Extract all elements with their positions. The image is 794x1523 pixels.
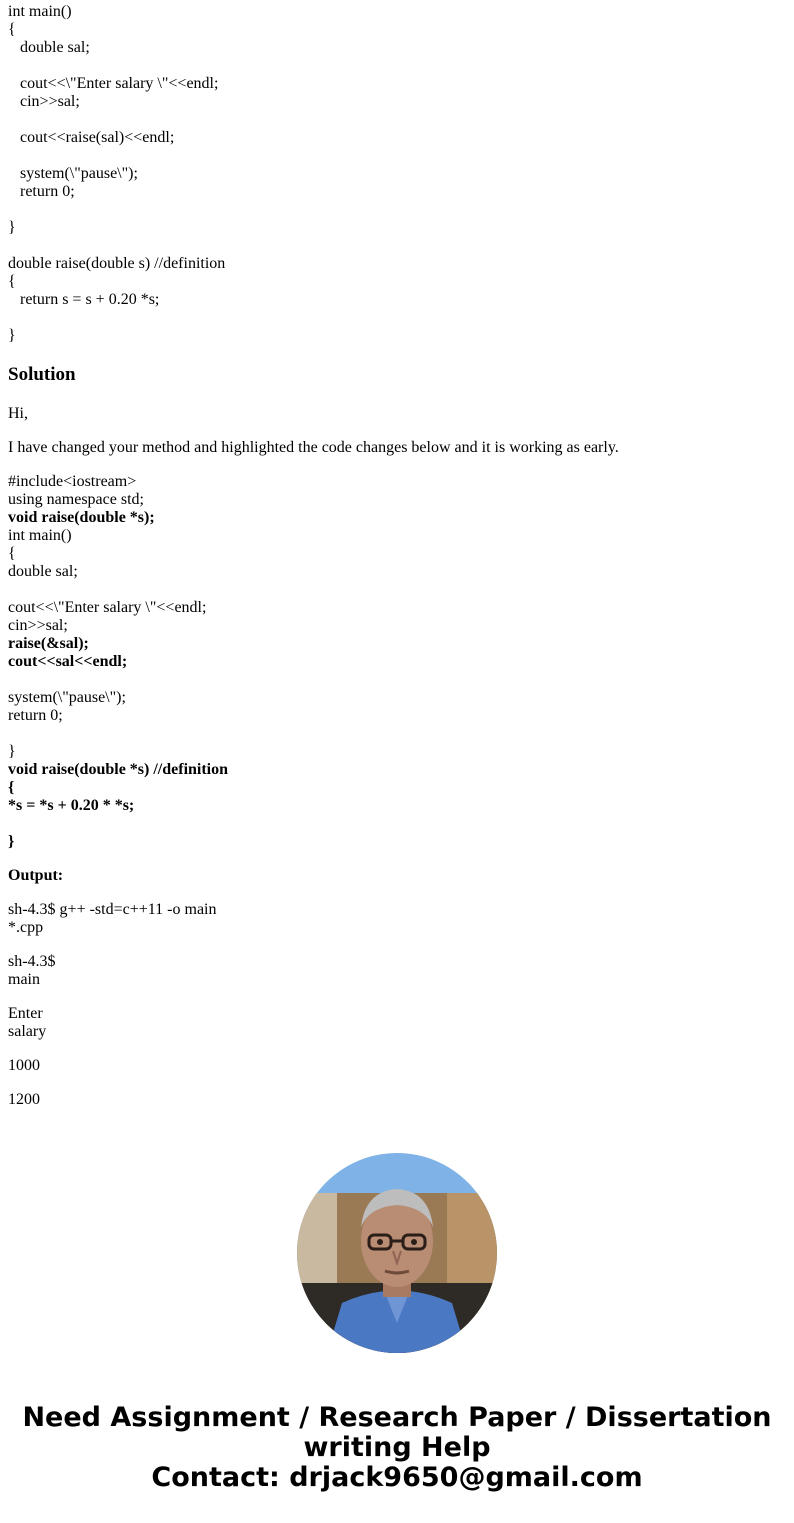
solution-code-line: cout<<sal<<endl; <box>8 653 128 670</box>
solution-code-line: void raise(double *s); <box>8 509 155 526</box>
question-code-line: cout<<\"Enter salary \"<<endl; <box>20 75 219 92</box>
output-block <box>8 901 786 937</box>
question-code-line: } <box>8 219 16 236</box>
question-code-line: return 0; <box>20 183 75 200</box>
promo-contact: Contact: drjack9650@gmail.com <box>151 1462 643 1493</box>
solution-code-line: cout<<\"Enter salary \"<<endl; <box>8 599 207 616</box>
avatar-photo <box>297 1153 497 1353</box>
solution-code-line: { <box>8 545 16 562</box>
solution-code-line: } <box>8 833 15 850</box>
output-line: *.cpp <box>8 919 44 936</box>
output-line: main <box>8 971 40 988</box>
output-line: 1000 <box>8 1057 40 1074</box>
solution-code-line: { <box>8 779 15 796</box>
solution-code-line: } <box>8 743 16 760</box>
question-code-line <box>8 147 786 165</box>
solution-code-line: #include<iostream> <box>8 473 137 490</box>
solution-code-line <box>8 725 786 743</box>
output-block <box>8 1005 786 1041</box>
solution-code-line: int main() <box>8 527 72 544</box>
solution-heading: Solution <box>8 364 76 385</box>
promo-line-1: Need Assignment / Research Paper / Dissertation <box>22 1402 772 1433</box>
output-block <box>8 953 786 989</box>
solution-greeting: Hi, <box>8 405 28 422</box>
question-code-line: int main() <box>8 3 72 20</box>
solution-code-line <box>8 671 786 689</box>
output-label: Output: <box>8 867 64 884</box>
solution-code-line: void raise(double *s) //definition <box>8 761 229 778</box>
solution-code-line: using namespace std; <box>8 491 144 508</box>
output-line: Enter <box>8 1005 43 1022</box>
promo-banner <box>0 1403 794 1493</box>
question-code-line <box>8 237 786 255</box>
solution-code-line: cin>>sal; <box>8 617 68 634</box>
question-code-line: { <box>8 273 16 290</box>
solution-code-line: double sal; <box>8 563 78 580</box>
solution-code-line <box>8 815 786 833</box>
question-code-line: } <box>8 327 16 344</box>
promo-line-2: writing Help <box>303 1432 491 1463</box>
question-code-line: { <box>8 21 16 38</box>
question-code-line <box>8 111 786 129</box>
output-line: sh-4.3$ <box>8 953 56 970</box>
solution-code-line: raise(&sal); <box>8 635 89 652</box>
question-code-line <box>8 201 786 219</box>
output-block <box>8 1057 786 1075</box>
output-line: salary <box>8 1023 47 1040</box>
question-code-line: system(\"pause\"); <box>20 165 138 182</box>
solution-code-line: return 0; <box>8 707 63 724</box>
output-blocks <box>8 901 786 1109</box>
question-code-line: cin>>sal; <box>20 93 80 110</box>
question-code-line <box>8 309 786 327</box>
solution-code-line: *s = *s + 0.20 * *s; <box>8 797 135 814</box>
question-code-line: cout<<raise(sal)<<endl; <box>20 129 175 146</box>
output-block <box>8 1091 786 1109</box>
question-code-line: double raise(double s) //definition <box>8 255 226 272</box>
solution-code-block <box>8 473 786 851</box>
question-code-line: double sal; <box>20 39 90 56</box>
solution-intro: I have changed your method and highlighted the code changes below and it is working as early. <box>8 439 619 456</box>
solution-code-line: system(\"pause\"); <box>8 689 126 706</box>
output-line: sh-4.3$ g++ -std=c++11 -o main <box>8 901 217 918</box>
question-code-line: return s = s + 0.20 *s; <box>20 291 160 308</box>
author-avatar <box>297 1153 497 1353</box>
output-line: 1200 <box>8 1091 40 1108</box>
solution-code-line <box>8 581 786 599</box>
question-code-block <box>8 3 786 345</box>
question-code-line <box>8 57 786 75</box>
